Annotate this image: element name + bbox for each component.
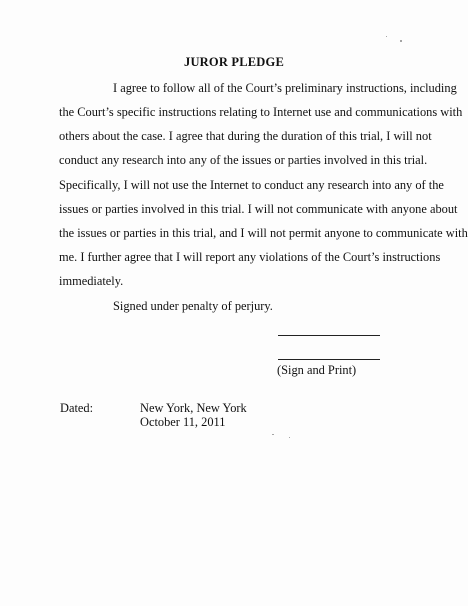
scan-speck	[386, 36, 387, 37]
signature-caption: (Sign and Print)	[277, 363, 357, 377]
pledge-line-5: Specifically, I will not use the Internet to conduct any research into any of the	[59, 178, 444, 192]
place: New York, New York	[140, 401, 247, 415]
scan-speck	[400, 40, 402, 42]
date: October 11, 2011	[140, 415, 226, 429]
pledge-line-6: issues or parties involved in this trial. I will not communicate with anyone about	[59, 202, 458, 216]
pledge-line-3: others about the case. I agree that during the duration of this trial, I will not	[59, 129, 432, 143]
scan-speck	[289, 437, 290, 438]
signature-line	[278, 335, 380, 336]
document-title: JUROR PLEDGE	[184, 55, 284, 69]
pledge-line-1: I agree to follow all of the Court’s preliminary instructions, including	[113, 81, 457, 95]
signed-statement: Signed under penalty of perjury.	[113, 299, 273, 313]
pledge-line-4: conduct any research into any of the issues or parties involved in this trial.	[59, 153, 428, 167]
dated-label: Dated:	[60, 401, 94, 415]
scan-speck	[272, 434, 274, 435]
pledge-line-9: immediately.	[59, 274, 124, 288]
printed-name-line	[278, 359, 380, 360]
pledge-line-7: the issues or parties in this trial, and I will not permit anyone to communicate with	[59, 226, 468, 240]
pledge-line-2: the Court’s specific instructions relating to Internet use and communications with	[59, 105, 463, 119]
pledge-line-8: me. I further agree that I will report any violations of the Court’s instructions	[59, 250, 441, 264]
